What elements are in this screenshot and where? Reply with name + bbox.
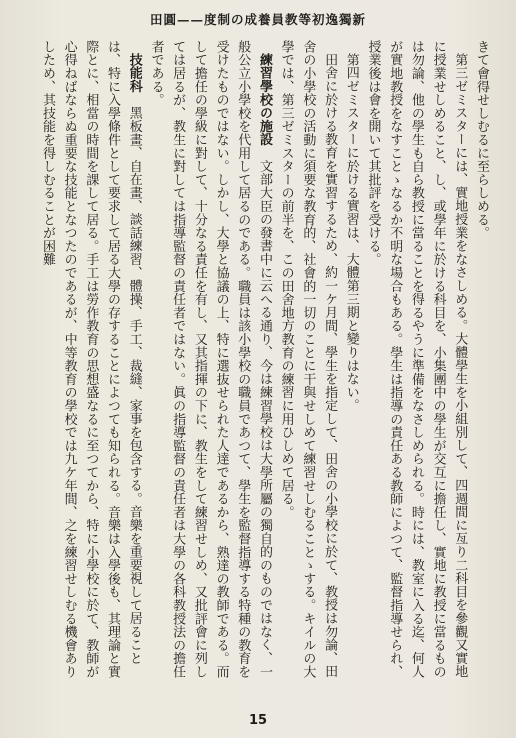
page-number: 15 xyxy=(248,713,268,728)
paragraph xyxy=(470,40,492,680)
section-heading: 練習學校の施設 xyxy=(256,53,272,147)
section-heading: 技能科 xyxy=(126,53,142,93)
paragraph-text: 黑板畫、自在畫、談話練習、體操、手工、裁縫、家事を包含する。音樂を重要視して居ることは、特に入學條件として要求して居る大學の存することによつても知られる。音樂は入學後も、其理論と實際とに、相當の時間を課して居る。手工は勞作教育の思想盛なるに至つてから、特に小學校に於て、教師が心得ねばならぬ重要な技能となつたのであるが、中等教育の學校では九ケ年間、之を練習せしむる機會ありしため、其技能を得しむることが困難 xyxy=(39,40,142,679)
paragraph xyxy=(340,40,362,680)
vertical-text-column-block xyxy=(30,40,492,680)
paragraph xyxy=(362,40,471,680)
paragraph xyxy=(36,40,145,680)
paragraph-text: 田舍に於ける教育を實習するため、約一ケ月間、學生を指定して、田舍の小學校に於て、教授は勿論、田舍の小學校の活動に須要な教育的、社會的一切のことに干與せしめて練習せしむることゝする。キイルの大學では、第三ゼミスターの前半を、この田舍地方教育の練習に用ひしめて居る。 xyxy=(278,40,338,679)
paragraph-text: 第四ゼミスターに於ける實習は、大體第三期と變りはない。 xyxy=(343,53,359,413)
running-header: 田圓——度制の成養員教等初逸獨新 xyxy=(149,12,366,27)
paragraph xyxy=(275,40,340,680)
paragraph-text: きて會得せしむるに至らしめる。 xyxy=(474,40,489,240)
paragraph xyxy=(145,40,275,680)
paragraph-text: 第三ゼミスターには、實地授業をなさしめる。大體學生を小組別して、四週間に亙り二科目を參觀又實地に授業せしめること、し、或學年に於ける科目を、小集團中の學生が交互に擔任し、實地に教授に當るものは勿論、他の學生も自ら教授に當ることを得るやうに準備をなさしめられる。時には、教室に入る迄、何人が實地教授をなすことゝなるか不明な場合もある。學生は指導の責任ある教師によつて、監督指導せられ、授業後は會を開いて其批評を受ける。 xyxy=(365,40,468,679)
paragraph-text: 文部大臣の發書中に云へる通り、今は練習學校は大學所屬の獨自的のものではなく、一般公立小學校を代用して居るのである。職員は該小學校の職員であつて、學生を監督指導する特種の教育を受けたものではない。しかし、大學と協議の上、特に選抜せられた人達であるから、熟達の教師である。而して擔任の學級に對して、十分なる責任を有し、又其指揮の下に、教生をして練習せしめ、又批評會に列しては居るが、教生に對しては指導監督の責任者ではない。眞の指導監督の責任者は大學の各科教授法の擔任者である。 xyxy=(148,40,272,679)
